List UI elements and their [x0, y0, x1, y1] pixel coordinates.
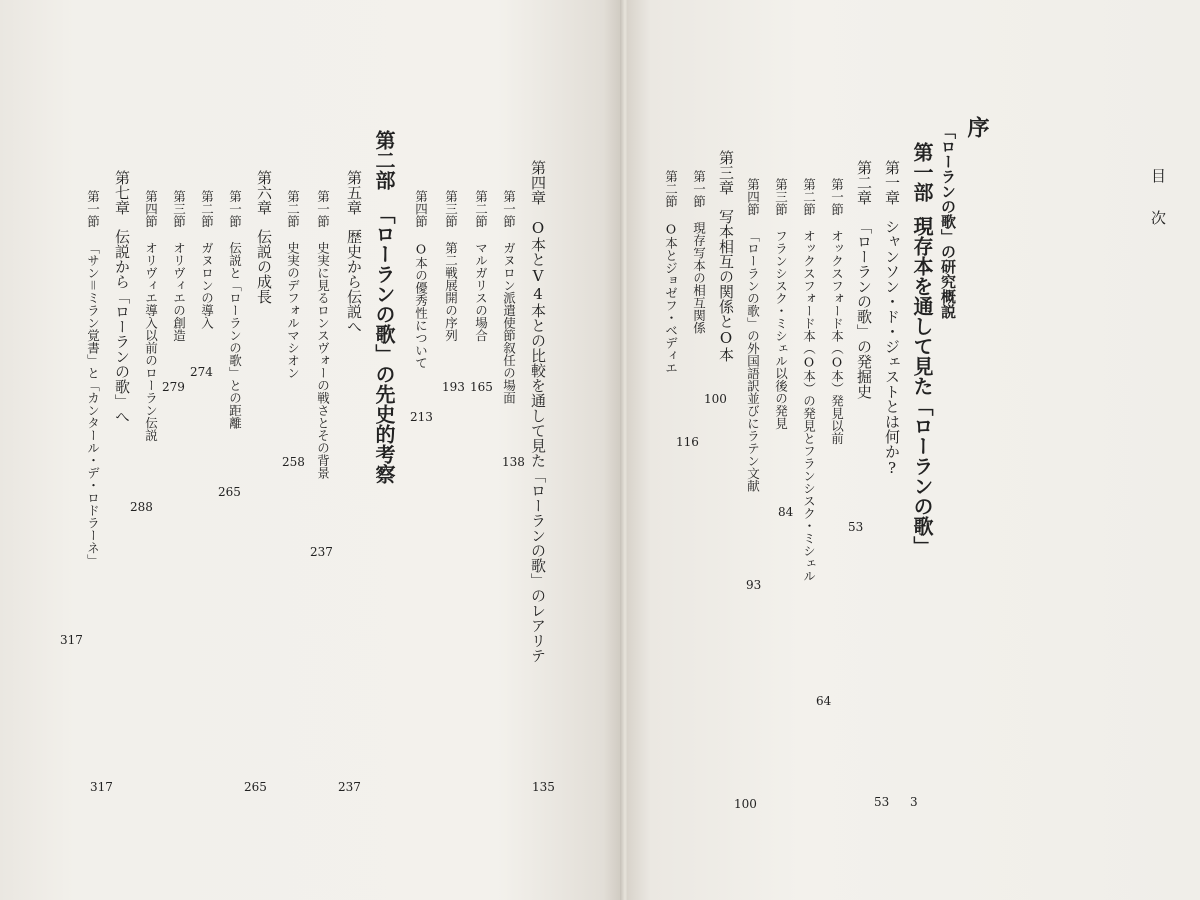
- foreword-label: 序: [964, 116, 990, 138]
- toc-section: [200, 190, 213, 329]
- chapter-label: 第五章: [345, 170, 363, 215]
- page-number: 84: [778, 505, 794, 519]
- chapter-title: シャンソン・ド・ジェストとは何か?: [883, 219, 901, 477]
- page-number: 138: [502, 455, 525, 469]
- toc-section: [144, 190, 157, 442]
- page-number: 100: [704, 392, 727, 406]
- section-title: O本の優秀性について: [413, 241, 429, 369]
- section-label: 第三節: [443, 190, 459, 228]
- section-label: 第一節: [227, 190, 243, 228]
- section-label: 第二節: [199, 190, 215, 228]
- toc-section: [664, 170, 677, 374]
- section-label: 第一節: [829, 178, 845, 216]
- section-title: オックスフォード本（O本）発見以前: [829, 229, 845, 445]
- section-label: 第二節: [285, 190, 301, 228]
- toc-section: [86, 190, 99, 567]
- section-title: オリヴィエ導入以前のローラン伝説: [143, 241, 159, 442]
- toc-chapter-1: [884, 160, 899, 477]
- section-label: 第二節: [473, 190, 489, 228]
- toc-section: [474, 190, 487, 342]
- page-number: 265: [218, 485, 241, 499]
- page-number: 3: [910, 795, 918, 809]
- section-title: 「サン＝ミラン覚書」と「カンタール・デ・ロドラーネ」: [85, 241, 101, 567]
- page-number: 93: [746, 578, 762, 592]
- section-title: 「ローランの歌」の外国語訳並びにラテン文献: [745, 229, 761, 492]
- toc-chapter-7: [114, 170, 129, 424]
- page-number: 193: [442, 380, 465, 394]
- toc-chapter-2: [856, 160, 871, 399]
- section-title: ガヌロン派遣使節叙任の場面: [501, 241, 517, 404]
- section-title: フランシスク・ミシェル以後の発見: [773, 229, 789, 430]
- section-title: 史実のデフォルマシオン: [285, 241, 301, 379]
- section-label: 第一節: [315, 190, 331, 228]
- page-number: 213: [410, 410, 433, 424]
- toc-section: [774, 178, 787, 430]
- chapter-title: 歴史から伝説へ: [345, 229, 363, 334]
- toc-section: [172, 190, 185, 342]
- section-label: 第三節: [773, 178, 789, 216]
- toc-heading: 目 次: [1149, 168, 1167, 231]
- section-title: オリヴィエの創造: [171, 241, 187, 342]
- section-label: 第一節: [85, 190, 101, 228]
- page-number: 258: [282, 455, 305, 469]
- section-title: 現存写本の相互関係: [691, 221, 707, 334]
- toc-section: [316, 190, 329, 479]
- part-label: 第二部: [372, 130, 396, 190]
- toc-section: [502, 190, 515, 404]
- section-label: 第一節: [691, 170, 707, 208]
- page-number: 100: [734, 797, 757, 811]
- page-number: 165: [470, 380, 493, 394]
- section-title: ガヌロンの導入: [199, 241, 215, 329]
- toc-chapter-4: [530, 160, 545, 663]
- toc-section: [746, 178, 759, 492]
- toc-section: [414, 190, 427, 369]
- chapter-title: O本とV4本との比較を通して見た「ローランの歌」のレアリテ: [529, 219, 547, 663]
- page-number: 317: [60, 633, 83, 647]
- page-number: 116: [676, 435, 699, 449]
- page-number: 274: [190, 365, 213, 379]
- section-label: 第四節: [143, 190, 159, 228]
- right-page: [628, 0, 1200, 900]
- part-title: 現存本を通して見た「ローランの歌」: [910, 216, 934, 556]
- section-label: 第三節: [171, 190, 187, 228]
- section-title: 伝説と「ローランの歌」との距離: [227, 241, 243, 429]
- toc-section: [444, 190, 457, 342]
- chapter-title: 伝説の成長: [255, 229, 273, 304]
- chapter-label: 第三章: [717, 150, 735, 195]
- section-label: 第二節: [663, 170, 679, 208]
- chapter-label: 第二章: [855, 160, 873, 205]
- part-label: 第一部: [910, 142, 934, 202]
- section-label: 第一節: [501, 190, 517, 228]
- toc-section: [802, 178, 815, 582]
- chapter-label: 第一章: [883, 160, 901, 205]
- part-title: 「ローランの歌」の先史的考察: [372, 204, 396, 484]
- page-number: 317: [90, 780, 113, 794]
- section-title: O本とジョゼフ・ベディエ: [663, 221, 679, 374]
- toc-chapter-3: [718, 150, 733, 362]
- page-number: 237: [310, 545, 333, 559]
- page-number: 265: [244, 780, 267, 794]
- toc-section: [830, 178, 843, 445]
- page-number: 53: [874, 795, 890, 809]
- chapter-label: 第六章: [255, 170, 273, 215]
- chapter-label: 第四章: [529, 160, 547, 205]
- section-label: 第二節: [801, 178, 817, 216]
- toc-foreword: [966, 116, 988, 152]
- section-title: オックスフォード本（O本）の発見とフランシスク・ミシェル: [801, 229, 817, 582]
- toc-section: [692, 170, 705, 334]
- toc-part-2: [374, 130, 394, 484]
- page-number: 288: [130, 500, 153, 514]
- toc-chapter-6: [256, 170, 271, 304]
- toc-foreword-title: 「ローランの歌」の研究概説: [939, 124, 957, 319]
- toc-section: [228, 190, 241, 429]
- chapter-label: 第七章: [113, 170, 131, 215]
- page-number: 135: [532, 780, 555, 794]
- section-label: 第四節: [413, 190, 429, 228]
- toc-part-1: [912, 142, 932, 556]
- page-number: 237: [338, 780, 361, 794]
- page-number: 279: [162, 380, 185, 394]
- section-title: 史実に見るロンスヴォーの戦さとその背景: [315, 241, 331, 479]
- section-title: 第二戦展開の序列: [443, 241, 459, 342]
- chapter-title: 写本相互の関係とO本: [717, 209, 735, 362]
- chapter-title: 伝説から「ローランの歌」へ: [113, 229, 131, 424]
- section-title: マルガリスの場合: [473, 241, 489, 342]
- toc-chapter-5: [346, 170, 361, 334]
- page-number: 53: [848, 520, 864, 534]
- toc-section: [286, 190, 299, 379]
- section-label: 第四節: [745, 178, 761, 216]
- chapter-title: 「ローランの歌」の発掘史: [855, 219, 873, 399]
- page-number: 64: [816, 694, 832, 708]
